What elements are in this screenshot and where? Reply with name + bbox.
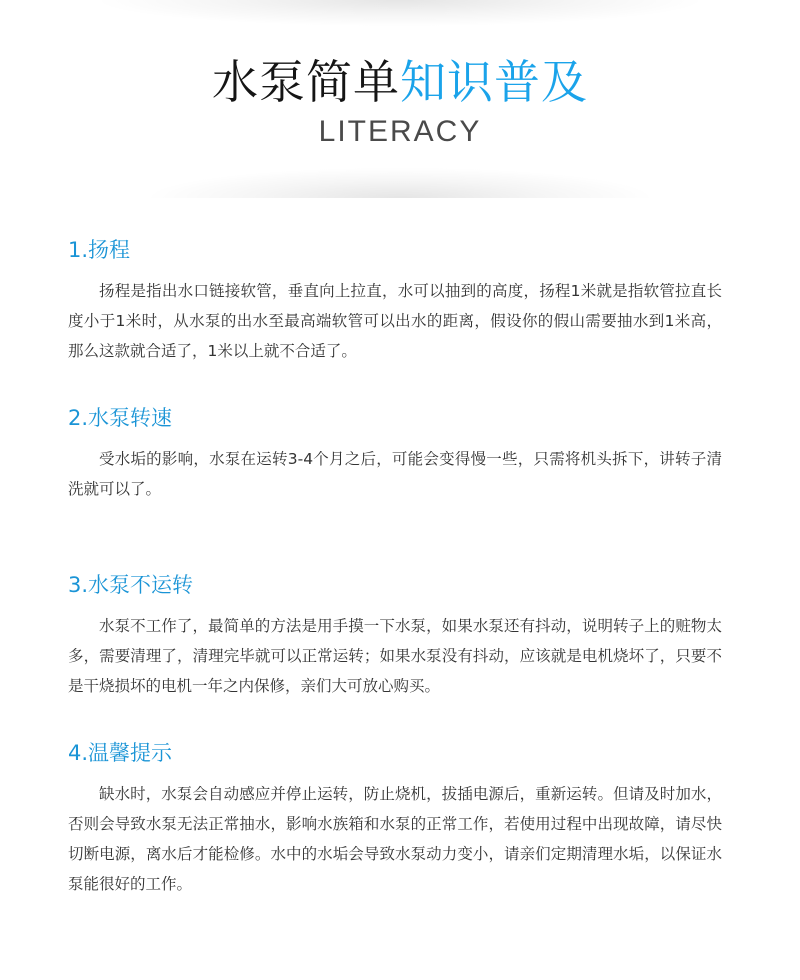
section-head-lift — [68, 236, 722, 366]
section-heading: 1.扬程 — [68, 238, 131, 262]
section-heading: 3.水泵不运转 — [68, 573, 194, 597]
section-body: 扬程是指出水口链接软管，垂直向上拉直，水可以抽到的高度，扬程1米就是指软管拉直长度小于1米时，从水泵的出水至最高端软管可以出水的距离，假设你的假山需要抽水到1米高，那么这款就合适了，1米以上就不合适了。 — [68, 282, 722, 360]
page-subtitle: LITERACY — [318, 115, 482, 148]
header-shadow-bottom — [150, 168, 650, 198]
section-body: 缺水时，水泵会自动感应并停止运转，防止烧机，拔插电源后，重新运转。但请及时加水，否则会导致水泵无法正常抽水，影响水族箱和水泵的正常工作，若使用过程中出现故障，请尽快切断电源，离水后才能检修。水中的水垢会导致水泵动力变小，请亲们定期清理水垢，以保证水泵能很好的工作。 — [68, 785, 722, 893]
section-heading: 4.温馨提示 — [68, 741, 173, 765]
page-title — [0, 54, 800, 110]
section-tips — [68, 739, 722, 899]
section-pump-speed — [68, 404, 722, 504]
section-heading: 2.水泵转速 — [68, 406, 173, 430]
page-title-dark: 水泵简单 — [212, 55, 400, 109]
page-title-highlight: 知识普及 — [400, 55, 588, 109]
section-pump-not-running — [68, 571, 722, 701]
header-shadow-top — [100, 0, 700, 26]
section-body: 水泵不工作了，最简单的方法是用手摸一下水泵，如果水泵还有抖动，说明转子上的赃物太多，需要清理了，清理完毕就可以正常运转；如果水泵没有抖动，应该就是电机烧坏了，只要不是干烧损坏的电机一年之内保修，亲们大可放心购买。 — [68, 617, 722, 695]
page-header — [0, 0, 800, 200]
section-body: 受水垢的影响，水泵在运转3-4个月之后，可能会变得慢一些，只需将机头拆下，讲转子清洗就可以了。 — [68, 450, 722, 498]
